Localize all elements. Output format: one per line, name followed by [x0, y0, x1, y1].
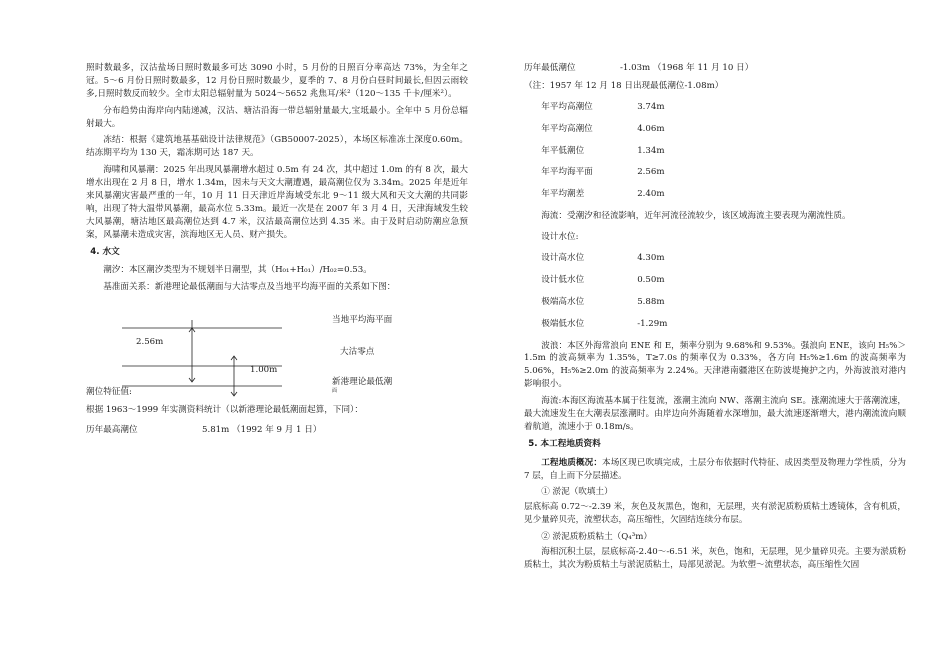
- design-row: [524, 318, 906, 331]
- paragraph-storm-surge: 海啸和风暴潮：2025 年出现风暴潮增水超过 0.5m 有 24 次，其中超过 1.0m 的有 8 次，最大增水出现在 2 月 8 日，增水 1.34m，因未与天文大潮遭遇，最高潮位仅为 3.34m。2025 年是近年来风暴潮灾害最严重的一年，10 月 11 日天津近岸海域受东北 9～11 级大风和天文大潮的共同影响，出现了特大温带风暴潮，最高水位 5.33m。最近一次是在 2007 年 3 月 4 日，天津海域发生较大风暴潮，塘沽地区最高潮位达到 4.7 米，汉沽最高潮位达到 4.35 米。由于及时启动防潮应急预案，风暴潮未造成灾害，滨海地区无人员、财产损失。: [86, 165, 468, 240]
- tide-row-label: 年平均高潮位: [541, 123, 593, 134]
- design-row: [524, 252, 906, 265]
- paragraph-geology-overview: [524, 457, 906, 483]
- tide-row-label: 年平均高潮位: [541, 101, 593, 112]
- dim-label-upper: 2.56m: [136, 337, 164, 348]
- tide-row-value: 3.74m: [637, 101, 665, 112]
- section-heading-geology: 5. 本工程地质资料: [528, 438, 601, 449]
- row-min-tide: [524, 62, 906, 75]
- tide-row: [524, 123, 906, 136]
- design-row: [524, 296, 906, 309]
- paragraph-current: 海流：受潮汐和径流影响，近年河流径流较少，该区域海流主要表现为潮流性质。: [541, 211, 851, 222]
- design-row-label: 设计高水位: [541, 253, 585, 264]
- geology-overview-title: 工程地质概况：: [541, 457, 603, 468]
- note-lowest-tide: （注：1957 年 12 月 18 日出现最低潮位-1.08m）: [524, 80, 724, 91]
- design-row-value: -1.29m: [637, 318, 668, 329]
- design-row-label: 极端高水位: [541, 296, 585, 307]
- design-row-value: 0.50m: [637, 274, 665, 285]
- label-dagu-zero: 大沽零点: [340, 347, 375, 358]
- tide-row-value: 1.34m: [637, 145, 665, 156]
- right-column: [524, 62, 906, 576]
- paragraph-datum-relation: 基准面关系：新港理论最低潮面与大沽零点及当地平均海平面的关系如下图：: [103, 282, 396, 293]
- design-row-label: 设计低水位: [541, 274, 585, 285]
- tide-row-value: 2.40m: [637, 189, 665, 200]
- row-max-tide-value: 5.81m （1992 年 9 月 1 日）: [202, 425, 322, 436]
- dim-label-lower: 1.00m: [250, 365, 278, 376]
- layer-1-title: ① 淤泥（吹填土）: [541, 487, 613, 498]
- label-xingang-lowest: 新港理论最低潮: [332, 377, 393, 388]
- tide-row-label: 年平均潮差: [541, 189, 585, 200]
- paragraph-radiation: 分布趋势由海岸向内陆递减，汉沽、塘沽沿海一带总辐射量最大,宝坻最小。全年中 5 月份总辐射最大。: [86, 105, 468, 129]
- layer-2-title: ② 淤泥质粉质粘土（Q₄³m）: [541, 532, 652, 543]
- paragraph-freezing: 冻结：根据《建筑地基基础设计法律规范》（GB50007-2025），本场区标准冻土深度0.60m。结冻期平均为 130 天，霜冻期可达 187 天。: [86, 135, 468, 159]
- tide-row-label: 年平均海平面: [541, 167, 593, 178]
- tide-row-label: 年平低潮位: [541, 145, 585, 156]
- tide-row-value: 2.56m: [637, 167, 665, 178]
- datum-diagram: [86, 298, 468, 448]
- geology-overview-text: 本场区现已吹填完成，土层分布依据时代特征、成因类型及物理力学性质，分为 7 层，自上而下分层描述。: [524, 457, 906, 481]
- row-min-tide-label: 历年最低潮位: [524, 63, 576, 73]
- design-row-value: 4.30m: [637, 253, 665, 264]
- tide-row: [524, 188, 906, 201]
- tide-row: [524, 101, 906, 114]
- tide-stats-basis: 根据 1963～1999 年实测资料统计（以新港理论最低潮面起算，下同）：: [86, 405, 363, 416]
- tide-features-title: 潮位特征值:: [86, 387, 132, 398]
- layer-2-description: 海相沉积土层，层底标高-2.40～-6.51 米，灰色，饱和，无层理，见少量碎贝壳。主要为淤质粉质粘土，其次为粉质粘土与淤泥质粘土，局部见淤泥。为软塑～流塑状态，高压缩性欠固: [524, 547, 906, 570]
- design-row-value: 5.88m: [637, 296, 665, 307]
- tide-row-value: 4.06m: [637, 123, 665, 134]
- section-heading-hydrology: 4. 水文: [90, 246, 120, 257]
- design-water-level-title: 设计水位:: [541, 232, 579, 243]
- left-column: [86, 62, 468, 448]
- design-row-label: 极端低水位: [541, 318, 585, 329]
- row-max-tide-label: 历年最高潮位: [86, 425, 138, 436]
- paragraph-sea-flow: 海流:本海区海流基本属于往复流，涨潮主流向 NW、落潮主流向 SE。涨潮流速大于落潮流速，最大流速发生在大潮表层涨潮时。由岸边向外海随着水深增加，最大流速逐渐增大，港内潮流流向顺着航道，流速小于 0.18m/s。: [524, 396, 906, 432]
- design-row: [524, 274, 906, 287]
- layer-1-description: 层底标高 0.72～-2.39 米，灰色及灰黑色，饱和，无层理，夹有淤泥质粉质粘土透镜体，含有机质，见少量碎贝壳，流塑状态，高压缩性，欠固结连续分布层。: [524, 502, 906, 526]
- paragraph-sunshine: 照时数最多，汉沽盐场日照时数最多可达 3090 小时，5 月份的日照百分率高达 73%，为全年之冠。5～6 月份日照时数最多，12 月份日照时数最少，夏季的 7、8 月份白昼时间最长,但因云雨较多,日照时数反而较少。全市太阳总辐射量为 5024～5652 兆焦耳/米²（120～135 千卡/厘米²）。: [86, 63, 468, 99]
- label-xingang-lowest-sub: 面: [332, 388, 338, 395]
- tide-row: [524, 166, 906, 179]
- paragraph-waves: 波浪：本区外海常浪向 ENE 和 E，频率分别为 9.68%和 9.53%。强浪向 ENE，该向 H₅%＞1.5m 的波高频率为 1.35%，T≥7.0s 的频率仅为 0.33%，各方向 H₅%≥1.6m 的波高频率为 5.06%，H₅%≥2.0m 的波高频率为 2.24%。天津港南疆港区在防波堤掩护之内，外海波浪对港内影响很小。: [524, 340, 906, 390]
- tide-row: [524, 145, 906, 158]
- row-min-tide-value: -1.03m （1968 年 11 月 10 日）: [620, 63, 754, 73]
- label-mean-sea-level: 当地平均海平面: [332, 315, 393, 326]
- paragraph-tide-type: 潮汐：本区潮汐类型为不规划半日潮型，其（H₀₁+H₀₁）/H₀₂=0.53。: [103, 265, 372, 276]
